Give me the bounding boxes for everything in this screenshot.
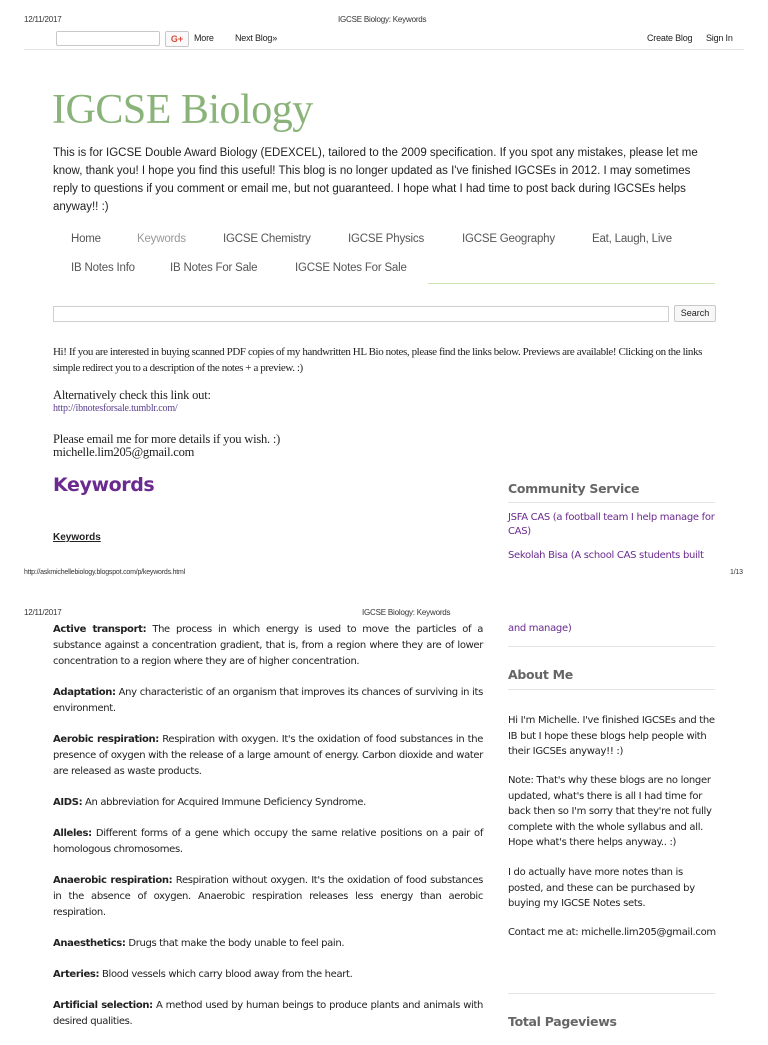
glossary-entry xyxy=(53,873,483,921)
pageviews-heading: Total Pageviews xyxy=(508,1014,617,1029)
search-button[interactable]: Search xyxy=(674,305,716,322)
ibnotes-link[interactable]: http://ibnotesforsale.tumblr.com/ xyxy=(53,403,178,414)
glossary-entry xyxy=(53,795,483,811)
post-title: Keywords xyxy=(53,474,155,496)
tab-ib-notes-info[interactable]: IB Notes Info xyxy=(71,262,135,274)
print-doc-title: IGCSE Biology: Keywords xyxy=(338,15,427,24)
next-blog-link[interactable]: Next Blog» xyxy=(235,33,278,43)
email-address: michelle.lim205@gmail.com xyxy=(53,445,195,459)
blog-description: This is for IGCSE Double Award Biology (EDEXCEL), tailored to the 2009 specification. If you spot any mistakes, please let me know, thank you! I hope you find this useful! This blog is no longer updated as I've finished IGCSEs in 2012. I may sometimes reply to questions if you comment or email me, but not guaranteed. I hope what I had time to post back during IGCSEs helps anyway!! :) xyxy=(53,147,698,213)
tab-keywords[interactable]: Keywords xyxy=(137,233,186,245)
glossary-entry xyxy=(53,936,483,952)
tab-igcse-chemistry[interactable]: IGCSE Chemistry xyxy=(223,233,311,245)
glossary-entry xyxy=(53,685,483,717)
glossary-term: Aerobic respiration: xyxy=(53,734,159,745)
pageviews-rule xyxy=(508,993,715,994)
alt-link-intro: Alternatively check this link out: xyxy=(53,388,211,402)
navbar-search-input[interactable] xyxy=(56,31,160,46)
community-heading: Community Service xyxy=(508,481,640,496)
glossary-term: Anaerobic respiration: xyxy=(53,875,173,886)
google-plus-button[interactable]: G+ xyxy=(165,31,189,47)
glossary-term: Artificial selection: xyxy=(53,1000,153,1011)
glossary-entry xyxy=(53,998,483,1030)
tab-igcse-physics[interactable]: IGCSE Physics xyxy=(348,233,425,245)
post-subheading: Keywords xyxy=(53,532,101,543)
search-input[interactable] xyxy=(53,306,669,322)
tab-igcse-notes-for-sale[interactable]: IGCSE Notes For Sale xyxy=(295,262,407,274)
glossary-term: AIDS: xyxy=(53,797,83,808)
more-link[interactable]: More xyxy=(194,33,214,43)
glossary-term: Adaptation: xyxy=(53,687,116,698)
glossary-definition: Blood vessels which carry blood away from the heart. xyxy=(99,969,353,980)
about-paragraph-2: Note: That's why these blogs are no longer updated, what's there is all I had time for back then so I'm sorry that they're not fully complete with the whole syllabus and all. Hope what's there helps anyway.. :) xyxy=(508,775,712,848)
blog-title[interactable]: IGCSE Biology xyxy=(52,87,313,133)
glossary-term: Alleles: xyxy=(53,828,92,839)
glossary-definition: The process in which energy is used to move the particles of a substance against a concentration gradient, that is, from a region where they are of lower concentration to a region where they are of higher concentration. xyxy=(53,624,483,667)
glossary-definition: Any characteristic of an organism that improves its chances of surviving in its environment. xyxy=(53,687,483,714)
print-date: 12/11/2017 xyxy=(24,15,62,24)
tab-igcse-geography[interactable]: IGCSE Geography xyxy=(462,233,555,245)
glossary-entry xyxy=(53,826,483,858)
glossary-definition: Respiration without oxygen. It's the oxidation of food substances in the absence of oxygen. Anaerobic respiration releases less energy than aerobic respiration. xyxy=(53,875,483,918)
print-url: http://askmichellebiology.blogspot.com/p/keywords.html xyxy=(24,569,186,576)
tabs-underline xyxy=(428,283,715,284)
sign-in-link[interactable]: Sign In xyxy=(706,33,733,43)
email-request-line: Please email me for more details if you wish. :) xyxy=(53,432,281,446)
community-link-jsfa[interactable]: JSFA CAS (a football team I help manage for CAS) xyxy=(508,512,715,537)
print-date-2: 12/11/2017 xyxy=(24,608,62,617)
glossary-term: Anaesthetics: xyxy=(53,938,126,949)
glossary-term: Arteries: xyxy=(53,969,100,980)
tab-eat-laugh-live[interactable]: Eat, Laugh, Live xyxy=(592,233,672,245)
glossary-term: Active transport: xyxy=(53,624,147,635)
navbar-divider xyxy=(24,49,744,50)
about-contact: Contact me at: michelle.lim205@gmail.com xyxy=(508,927,716,938)
print-doc-title-2: IGCSE Biology: Keywords xyxy=(362,608,451,617)
glossary-list xyxy=(53,622,483,1045)
email-request xyxy=(53,433,280,459)
notes-notice: Hi! If you are interested in buying scanned PDF copies of my handwritten HL Bio notes, please find the links below. Previews are available! Clicking on the links simple redirect you to a description of the notes + a preview. :) xyxy=(53,346,703,374)
glossary-entry xyxy=(53,732,483,780)
about-heading: About Me xyxy=(508,667,573,682)
print-page-number: 1/13 xyxy=(730,569,743,576)
create-blog-link[interactable]: Create Blog xyxy=(647,33,693,43)
about-top-rule xyxy=(508,646,715,647)
glossary-entry xyxy=(53,967,483,983)
community-link-continued[interactable]: and manage) xyxy=(508,623,572,634)
glossary-definition: An abbreviation for Acquired Immune Deficiency Syndrome. xyxy=(82,797,366,808)
about-paragraph-3: I do actually have more notes than is posted, and these can be purchased by buying my IGCSE Notes sets. xyxy=(508,867,695,909)
tab-home[interactable]: Home xyxy=(71,233,101,245)
about-paragraph-1: Hi I'm Michelle. I've finished IGCSEs and the IB but I hope these blogs help people with their IGCSEs anyway!! :) xyxy=(508,715,715,757)
glossary-definition: A method used by human beings to produce plants and animals with desired qualities. xyxy=(53,1000,484,1027)
glossary-definition: Different forms of a gene which occupy the same relative positions on a pair of homologous chromosomes. xyxy=(53,828,483,855)
glossary-entry xyxy=(53,622,483,670)
about-rule xyxy=(508,689,715,690)
glossary-definition: Drugs that make the body unable to feel pain. xyxy=(125,938,345,949)
community-link-sekolah[interactable]: Sekolah Bisa (A school CAS students built xyxy=(508,550,704,561)
glossary-definition: Respiration with oxygen. It's the oxidation of food substances in the presence of oxygen with the release of a large amount of energy. Carbon dioxide and water are released as waste products. xyxy=(53,734,483,777)
community-rule xyxy=(508,502,715,503)
tab-ib-notes-for-sale[interactable]: IB Notes For Sale xyxy=(170,262,258,274)
